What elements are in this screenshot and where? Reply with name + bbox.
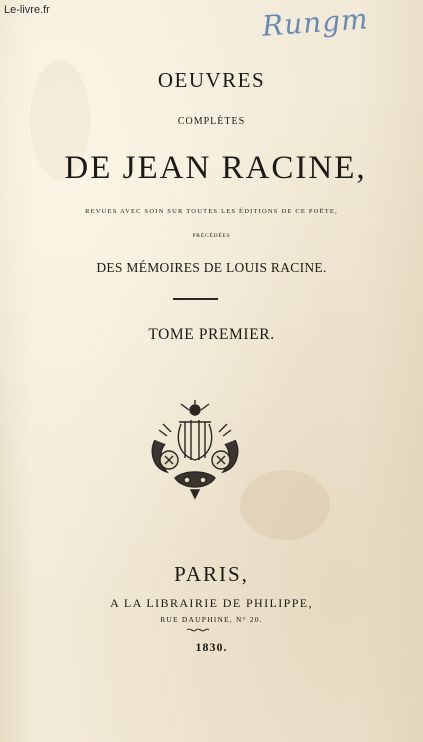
paper-stain bbox=[240, 470, 330, 540]
subtitle-precedees: PRÉCÉDÉES bbox=[192, 233, 231, 239]
title-author: DE JEAN RACINE, bbox=[64, 150, 367, 186]
flourish-icon bbox=[186, 626, 210, 634]
volume-label: TOME PREMIER. bbox=[148, 326, 275, 343]
imprint-publisher: A LA LIBRAIRIE DE PHILIPPE, bbox=[110, 596, 313, 610]
watermark-text: Le-livre.fr bbox=[4, 4, 50, 16]
lyre-ornament-icon bbox=[145, 400, 245, 500]
subtitle-revues: REVUES AVEC SOIN SUR TOUTES LES ÉDITIONS DE CE POËTE, bbox=[85, 208, 338, 215]
subtitle-memoires: DES MÉMOIRES DE LOUIS RACINE. bbox=[96, 260, 327, 275]
divider-rule bbox=[173, 298, 218, 300]
imprint-city: PARIS, bbox=[174, 562, 249, 586]
imprint-address: RUE DAUPHINE, N° 20. bbox=[160, 615, 263, 624]
title-oeuvres: OEUVRES bbox=[157, 68, 266, 92]
handwritten-annotation: Rungm bbox=[260, 2, 370, 43]
title-completes: COMPLÈTES bbox=[177, 116, 246, 127]
imprint-year: 1830. bbox=[195, 640, 228, 654]
